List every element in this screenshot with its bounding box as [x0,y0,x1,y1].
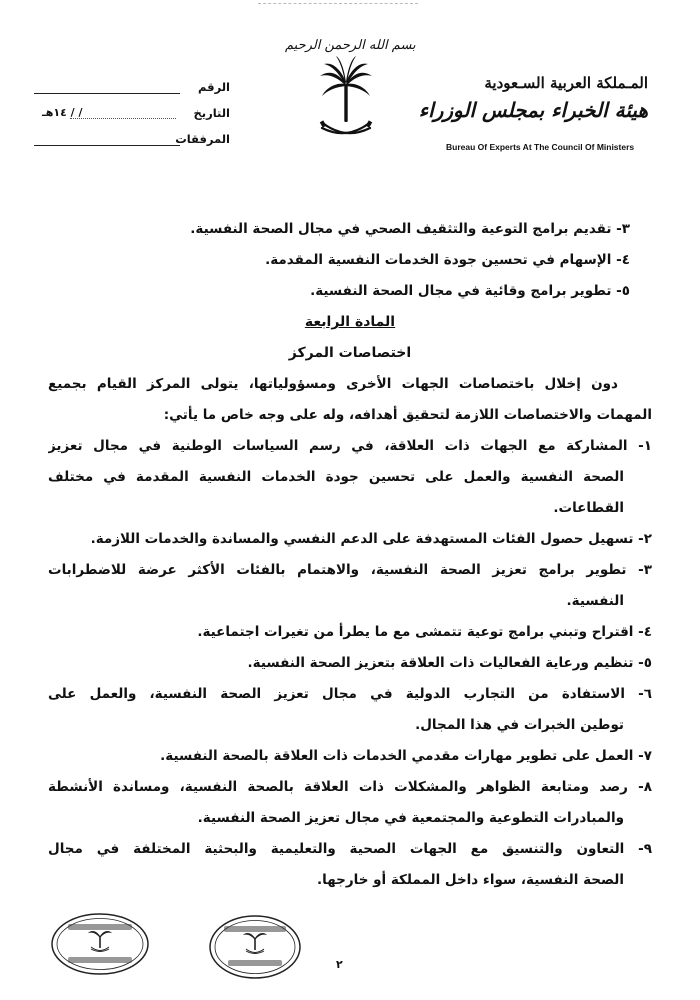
org-body-arabic-logo: هيئة الخبراء بمجلس الوزراء [418,98,648,122]
list-item-continuation: القطاعات. [553,500,624,516]
list-item-continuation: توطين الخبرات في هذا المجال. [415,717,624,733]
list-item: ٤- الإسهام في تحسين جودة الخدمات النفسية المقدمة. [265,252,630,268]
ref-date-value: / / ١٤هـ [42,106,83,119]
list-item: ٣- تقديم برامج التوعية والتثقيف الصحي في مجال الصحة النفسية. [190,221,630,237]
ref-attachments-label: المرفقات [175,132,230,146]
list-item: ٩- التعاون والتنسيق مع الجهات الصحية والتعليمية والبحثية المختلفة في مجال [48,841,652,857]
ref-date-line [70,118,176,119]
org-name-english: Bureau Of Experts At The Council Of Ministers [446,142,635,152]
list-item-continuation: الصحة النفسية والعمل على تحسين جودة الخدمات النفسية المقدمة في مختلف [48,469,624,485]
ref-number-line [34,93,180,94]
list-item: ٥- تطوير برامج وقائية في مجال الصحة النفسية. [310,283,630,299]
list-item: ٥- تنظيم ورعاية الفعاليات ذات العلاقة بتعزيز الصحة النفسية. [247,655,652,671]
list-item: ٣- تطوير برامج تعزيز الصحة النفسية، والاهتمام بالفئات الأكثر عرضة للاضطرابات [48,562,652,578]
intro-line: دون إخلال باختصاصات الجهات الأخرى ومسؤولياتها، يتولى المركز القيام بجميع [48,376,618,392]
ref-date-label: التاريخ [193,106,230,120]
list-item: ١- المشاركة مع الجهات ذات العلاقة، في رسم السياسات الوطنية في مجال تعزيز [48,438,652,454]
intro-line: المهمات والاختصاصات اللازمة لتحقيق أهدافه، وله على وجه خاص ما يأتي: [163,407,652,423]
list-item: ٦- الاستفادة من التجارب الدولية في مجال تعزيز الصحة النفسية، والعمل على [48,686,652,702]
seal-left-stamp [50,912,150,976]
page-number: ٢ [336,958,343,971]
list-item: ٧- العمل على تطوير مهارات مقدمي الخدمات ذات العلاقة بالصحة النفسية. [160,748,652,764]
seal-right-stamp [208,914,302,980]
list-item-continuation: الصحة النفسية، سواء داخل المملكة أو خارجها. [317,872,624,888]
article-subtitle: اختصاصات المركز [288,345,412,361]
list-item-continuation: والمبادرات التطوعية والمجتمعية في مجال تعزيز الصحة النفسية. [197,810,624,826]
basmala: بسم الله الرحمن الرحيم [285,38,416,53]
list-item: ٤- اقتراح وتبني برامج توعية تتمشى مع ما يطرأ من تغيرات اجتماعية. [197,624,652,640]
org-name-arabic: المـملكة العربية السـعودية [484,74,648,92]
top-rule [258,3,418,4]
ref-attachments-line [34,145,180,146]
list-item-continuation: النفسية. [566,593,624,609]
ref-date-field [34,106,230,126]
list-item: ٢- تسهيل حصول الفئات المستهدفة على الدعم النفسي والمساندة والخدمات اللازمة. [90,531,652,547]
ref-number-field [34,80,230,100]
ref-attachments-field [34,132,230,152]
document-body [48,214,652,896]
ref-number-label: الرقم [198,80,230,94]
palm-swords-emblem-icon [318,54,374,146]
list-item: ٨- رصد ومتابعة الظواهر والمشكلات ذات العلاقة بالصحة النفسية، ومساندة الأنشطة [48,779,652,795]
article-title: المادة الرابعة [304,314,396,330]
